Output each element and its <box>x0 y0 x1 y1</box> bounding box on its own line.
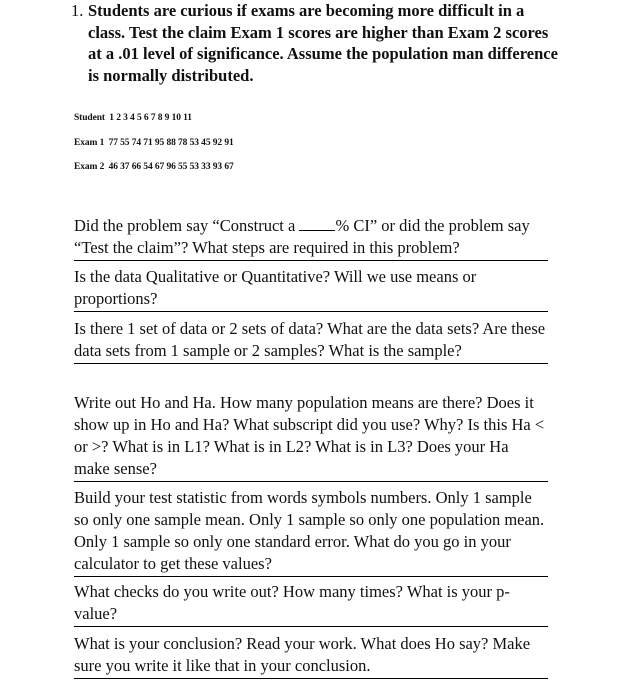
problem-statement <box>71 0 558 86</box>
problem-number: 1. <box>71 1 84 20</box>
question-7 <box>74 633 548 679</box>
exam2-label: Exam 2 <box>74 162 105 172</box>
student-label: Student <box>74 113 105 123</box>
question-3-text: Is there 1 set of data or 2 sets of data? What are the data sets? Are these data sets from 1 sample or 2 samples? What is the sample? <box>74 319 546 360</box>
question-6 <box>74 581 548 627</box>
question-1-text-a: Did the problem say “Construct a <box>74 216 300 235</box>
question-3 <box>74 318 548 364</box>
exam1-values: 77 55 74 71 95 88 78 53 45 92 91 <box>108 138 234 148</box>
student-values: 1 2 3 4 5 6 7 8 9 10 11 <box>109 113 192 123</box>
question-4-text: Write out Ho and Ha. How many population means are there? Does it show up in Ho and Ha? What subscript did you use? Why? Is this Ha < or >? What is in L1? What is in L2? What is in L3? Does your Ha make sense? <box>74 393 545 478</box>
question-1 <box>74 215 548 261</box>
problem-text: Students are curious if exams are becoming more difficult in a class. Test the claim Exam 1 scores are higher than Exam 2 scores at a .01 level of significance. Assume the population man difference is normally distributed. <box>88 1 558 85</box>
answer-blank <box>299 216 335 231</box>
exam2-values: 46 37 66 54 67 96 55 53 33 93 67 <box>108 162 234 172</box>
student-row <box>74 113 192 123</box>
question-4 <box>74 392 548 482</box>
exam2-row <box>74 162 234 172</box>
exam1-label: Exam 1 <box>74 138 105 148</box>
question-1-text-b: % CI” or did the problem say “Test the claim”? What steps are required in this problem? <box>74 216 530 257</box>
exam1-row <box>74 138 234 148</box>
question-2 <box>74 266 548 312</box>
question-7-text: What is your conclusion? Read your work. What does Ho say? Make sure you write it like that in your conclusion. <box>74 634 531 675</box>
question-5 <box>74 487 548 577</box>
question-2-text: Is the data Qualitative or Quantitative? Will we use means or proportions? <box>74 267 477 308</box>
question-5-text: Build your test statistic from words symbols numbers. Only 1 sample so only one sample mean. Only 1 sample so only one population mean. Only 1 sample so only one standard error. What do you go in your calculator to get these values? <box>74 488 545 573</box>
question-6-text: What checks do you write out? How many times? What is your p-value? <box>74 582 510 623</box>
